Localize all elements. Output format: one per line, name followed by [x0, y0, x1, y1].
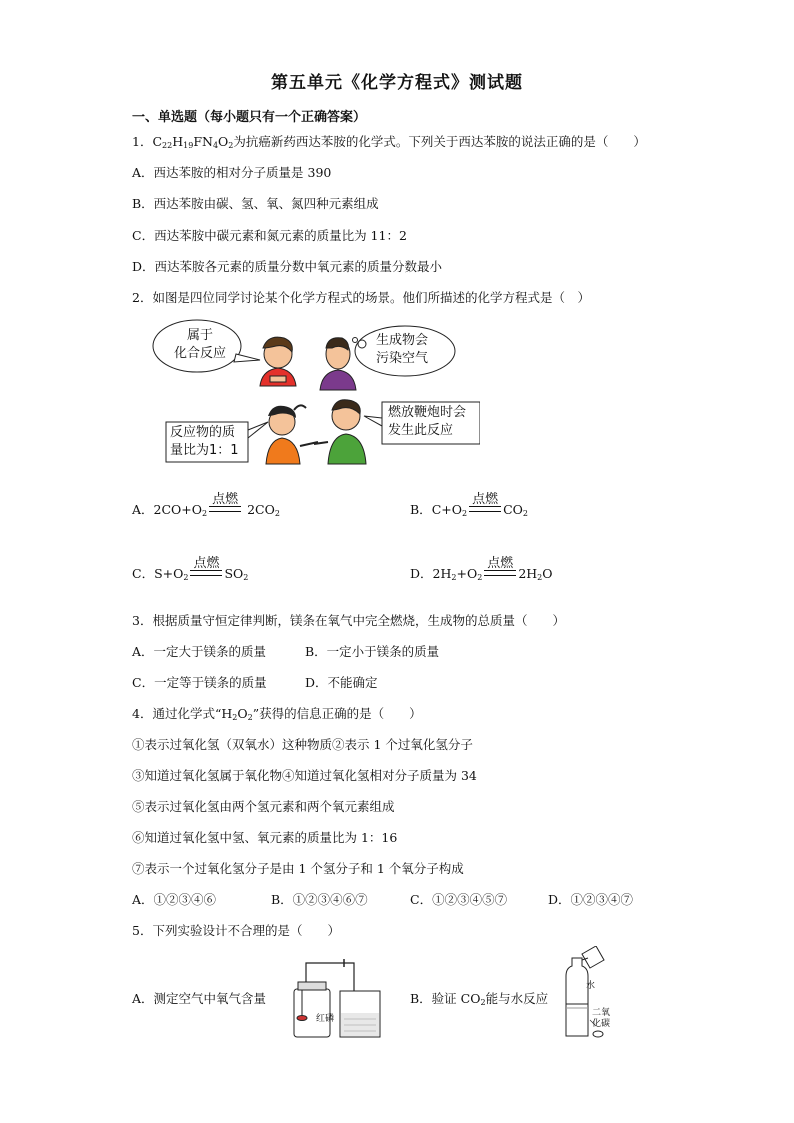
q5-option-b: B．验证 $CO_2$能与水反应 — [410, 991, 549, 1007]
q4-option-c: C．①②③④⑤⑦ — [410, 892, 508, 907]
q4-statement-1: ①表示过氧化氢（双氧水）这种物质②表示 1 个过氧化氢分子 — [132, 737, 473, 752]
co2-bottle-apparatus — [552, 946, 622, 1046]
q1-option-c: C．西达苯胺中碳元素和氮元素的质量比为 11：2 — [132, 228, 407, 243]
q4-option-d: D．①②③④⑦ — [548, 892, 634, 907]
thought-dot-1 — [358, 340, 366, 348]
red-phosphorus-label: 红磷 — [316, 1014, 335, 1024]
student-boy-purple — [320, 338, 356, 390]
q4-statement-3: ⑤表示过氧化氢由两个氢元素和两个氧元素组成 — [132, 799, 395, 814]
bubble-text-pollution: 生成物会 污染空气 — [376, 333, 429, 366]
water-label: 水 — [586, 981, 596, 991]
section-heading: 一、单选题（每小题只有一个正确答案） — [132, 110, 367, 125]
bubble-tail-1 — [234, 354, 260, 362]
q2-option-a: A．$2CO+O_2$ 点燃 $2CO_2$ — [132, 491, 280, 518]
q2-option-b: B．$C+O_2$ 点燃 $CO_2$ — [410, 491, 528, 518]
q4-stem: 4．通过化学式“$H_2O_2$”获得的信息正确的是（ ） — [132, 706, 422, 722]
thought-dot-2 — [353, 338, 358, 343]
bubble-tail-3 — [248, 422, 268, 438]
q4-option-b: B．①②③④⑥⑦ — [271, 892, 368, 907]
q4-statement-4: ⑥知道过氧化氢中氢、氧元素的质量比为 1：16 — [132, 830, 398, 845]
page-title: 第五单元《化学方程式》测试题 — [271, 73, 523, 93]
q2-illustration — [150, 318, 480, 468]
q4-option-a: A．①②③④⑥ — [132, 892, 217, 907]
student-boy-red — [260, 337, 296, 386]
reaction-condition-arrow: 点燃 — [207, 504, 243, 518]
q1-option-a: A．西达苯胺的相对分子质量是 390 — [132, 165, 332, 180]
q1-stem: 1．$C_{22}H_{19}FN_4O_2$为抗癌新药西达苯胺的化学式。下列关于西达苯胺的说法正确的是（ ） — [132, 134, 646, 150]
reaction-condition-arrow: 点燃 — [482, 568, 518, 582]
q2-option-d: D．$2H_2+O_2$ 点燃 $2H_2O$ — [410, 555, 553, 582]
q1-option-b: B．西达苯胺由碳、氢、氧、氮四种元素组成 — [132, 196, 379, 211]
q3-option-a: A．一定大于镁条的质量 — [132, 644, 267, 659]
bubble-tail-4 — [364, 416, 382, 426]
apparatus-b-image — [552, 946, 622, 1046]
reaction-condition-arrow: 点燃 — [467, 504, 503, 518]
reaction-condition-arrow: 点燃 — [188, 568, 224, 582]
q1-option-d: D．西达苯胺各元素的质量分数中氧元素的质量分数最小 — [132, 259, 443, 274]
co2-label: 二氧 化碳 — [592, 1008, 611, 1029]
q4-statement-2: ③知道过氧化氢属于氧化物④知道过氧化氢相对分子质量为 34 — [132, 768, 477, 783]
student-girl-orange — [266, 405, 318, 464]
oxygen-measurement-apparatus — [288, 955, 388, 1041]
q3-option-d: D．不能确定 — [305, 675, 378, 690]
q2-option-c: C．$S+O_2$ 点燃 $SO_2$ — [132, 555, 249, 582]
q2-stem: 2．如图是四位同学讨论某个化学方程式的场景。他们所描述的化学方程式是（ ） — [132, 290, 590, 305]
bubble-text-combination: 属于 化合反应 — [173, 328, 226, 361]
q5-option-a: A．测定空气中氧气含量 — [132, 991, 267, 1006]
q4-statement-5: ⑦表示一个过氧化氢分子是由 1 个氢分子和 1 个氧分子构成 — [132, 861, 464, 876]
q3-stem: 3．根据质量守恒定律判断，镁条在氧气中完全燃烧，生成物的总质量（ ） — [132, 613, 565, 628]
student-boy-green — [314, 400, 366, 464]
bubble-text-mass-ratio: 反应物的质 量比为1：1 — [170, 425, 239, 458]
q3-option-b: B．一定小于镁条的质量 — [305, 644, 440, 659]
q3-option-c: C．一定等于镁条的质量 — [132, 675, 267, 690]
bubble-text-firecracker: 燃放鞭炮时会 发生此反应 — [388, 405, 467, 438]
apparatus-a-image — [288, 955, 388, 1041]
q5-stem: 5．下列实验设计不合理的是（ ） — [132, 923, 340, 938]
